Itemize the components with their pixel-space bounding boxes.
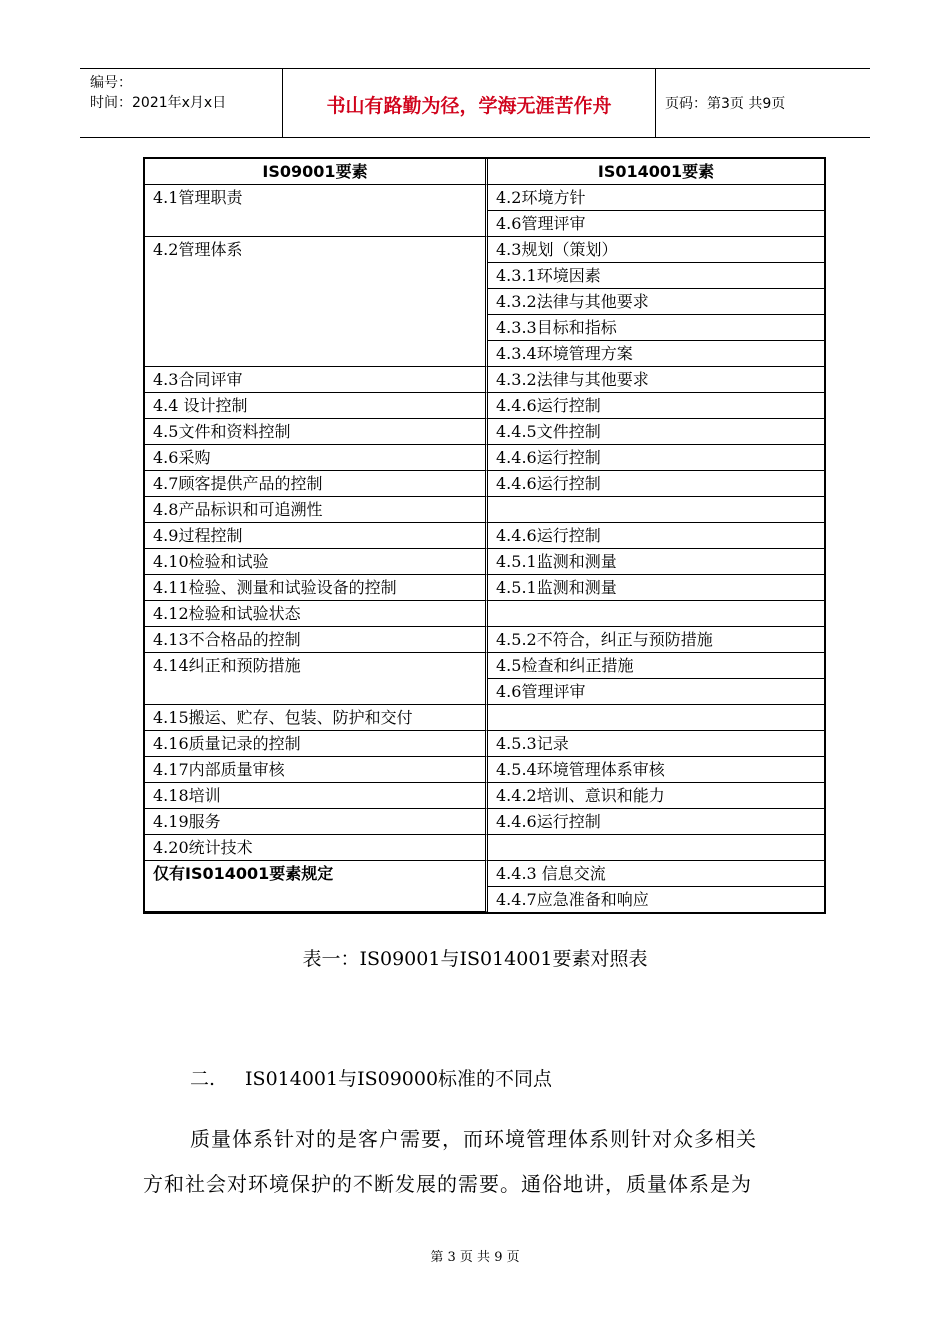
- iso14001-cell: [488, 705, 824, 731]
- iso9001-cell: 4.7顾客提供产品的控制: [145, 471, 488, 497]
- iso9001-cell: 4.1管理职责: [145, 185, 488, 237]
- number-label: 编号：: [90, 75, 132, 91]
- iso9001-cell: 4.16质量记录的控制: [145, 731, 488, 757]
- iso9001-cell: 4.13不合格品的控制: [145, 627, 488, 653]
- table-row: [145, 497, 824, 523]
- iso14001-cell: 4.5.3记录: [488, 731, 824, 757]
- table-row: [145, 237, 824, 263]
- table-row: [145, 419, 824, 445]
- iso14001-cell: 4.5.1监测和测量: [488, 575, 824, 601]
- iso14001-cell: 4.3规划（策划）: [488, 237, 824, 263]
- table-row: [145, 471, 824, 497]
- iso14001-cell: 4.5检查和纠正措施: [488, 653, 824, 679]
- iso14001-cell: 4.3.3目标和指标: [488, 315, 824, 341]
- table-caption: 表一：IS09001与IS014001要素对照表: [302, 948, 648, 970]
- table-row: [145, 835, 824, 861]
- table-row: [145, 601, 824, 627]
- table-header-row: [145, 159, 824, 185]
- table-row: [145, 523, 824, 549]
- header-page-info: 页码：第3页 共9页: [665, 96, 786, 112]
- header-meta: [90, 73, 226, 113]
- iso14001-cell: 4.2环境方针: [488, 185, 824, 211]
- paragraph-line: 方和社会对环境保护的不断发展的需要。通俗地讲，质量体系是为: [143, 1172, 752, 1196]
- iso14001-cell: 4.3.2法律与其他要求: [488, 289, 824, 315]
- table-row: [145, 393, 824, 419]
- iso9001-cell: 4.4 设计控制: [145, 393, 488, 419]
- iso9001-cell: 4.6采购: [145, 445, 488, 471]
- iso14001-cell: 4.4.6运行控制: [488, 393, 824, 419]
- iso14001-cell: 4.4.3 信息交流: [488, 861, 824, 887]
- iso9001-cell: 4.8产品标识和可追溯性: [145, 497, 488, 523]
- comparison-table: [143, 157, 826, 914]
- iso9001-cell: 4.17内部质量审核: [145, 757, 488, 783]
- iso9001-cell: 4.19服务: [145, 809, 488, 835]
- iso9001-cell: 4.10检验和试验: [145, 549, 488, 575]
- table-row: [145, 757, 824, 783]
- iso9001-cell: 4.14纠正和预防措施: [145, 653, 488, 705]
- table-row: [145, 731, 824, 757]
- iso14001-cell: 4.4.2培训、意识和能力: [488, 783, 824, 809]
- iso9001-cell: 4.15搬运、贮存、包装、防护和交付: [145, 705, 488, 731]
- iso14001-cell: 4.4.6运行控制: [488, 809, 824, 835]
- table-row: [145, 861, 824, 887]
- header-divider: [655, 69, 656, 137]
- iso9001-cell: 4.9过程控制: [145, 523, 488, 549]
- iso14001-cell: 4.5.2不符合，纠正与预防措施: [488, 627, 824, 653]
- iso9001-cell: 4.3合同评审: [145, 367, 488, 393]
- iso14001-cell: 4.3.2法律与其他要求: [488, 367, 824, 393]
- iso14001-cell: 4.5.4环境管理体系审核: [488, 757, 824, 783]
- table-row: [145, 549, 824, 575]
- iso14001-cell: 4.6管理评审: [488, 679, 824, 705]
- iso9001-cell: 4.5文件和资料控制: [145, 419, 488, 445]
- time-label: 时间：2021年x月x日: [90, 95, 227, 111]
- table-row: [145, 627, 824, 653]
- iso14001-cell: 4.6管理评审: [488, 211, 824, 237]
- iso14001-cell: 4.4.5文件控制: [488, 419, 824, 445]
- iso9001-cell: 4.11检验、测量和试验设备的控制: [145, 575, 488, 601]
- iso14001-cell: [488, 601, 824, 627]
- table-row: [145, 367, 824, 393]
- table-row: [145, 705, 824, 731]
- section-title: IS014001与IS09000标准的不同点: [245, 1068, 553, 1090]
- iso14001-cell: 4.5.1监测和测量: [488, 549, 824, 575]
- iso9001-cell: 4.2管理体系: [145, 237, 488, 367]
- iso9001-cell: 4.18培训: [145, 783, 488, 809]
- section-heading: [190, 1064, 552, 1091]
- page-header: [80, 68, 870, 138]
- table-row: [145, 575, 824, 601]
- header-motto: 书山有路勤为径，学海无涯苦作舟: [326, 95, 612, 117]
- table-row: [145, 783, 824, 809]
- header-iso14001: IS014001要素: [488, 159, 824, 185]
- table-row: [145, 809, 824, 835]
- table-row: [145, 185, 824, 211]
- iso14001-cell: 4.4.6运行控制: [488, 445, 824, 471]
- iso14001-cell: 4.4.6运行控制: [488, 523, 824, 549]
- iso9001-cell: 4.20统计技术: [145, 835, 488, 861]
- iso14001-cell: 4.3.4环境管理方案: [488, 341, 824, 367]
- iso14001-cell: 4.3.1环境因素: [488, 263, 824, 289]
- header-iso9001: IS09001要素: [145, 159, 488, 185]
- paragraph-line: 质量体系针对的是客户需要，而环境管理体系则针对众多相关: [190, 1127, 757, 1151]
- iso14001-cell: 4.4.7应急准备和响应: [496, 890, 649, 909]
- iso14001-cell: 4.4.6运行控制: [488, 471, 824, 497]
- page-footer: 第 3 页 共 9 页: [430, 1250, 520, 1265]
- section-number: 二.: [190, 1068, 216, 1090]
- iso14001-cell: [488, 835, 824, 861]
- table-row: [145, 653, 824, 679]
- table-row: [145, 445, 824, 471]
- table-body: [145, 185, 824, 912]
- iso9001-cell: 仅有IS014001要素规定: [145, 861, 488, 912]
- iso14001-cell: [488, 497, 824, 523]
- iso9001-cell: 4.12检验和试验状态: [145, 601, 488, 627]
